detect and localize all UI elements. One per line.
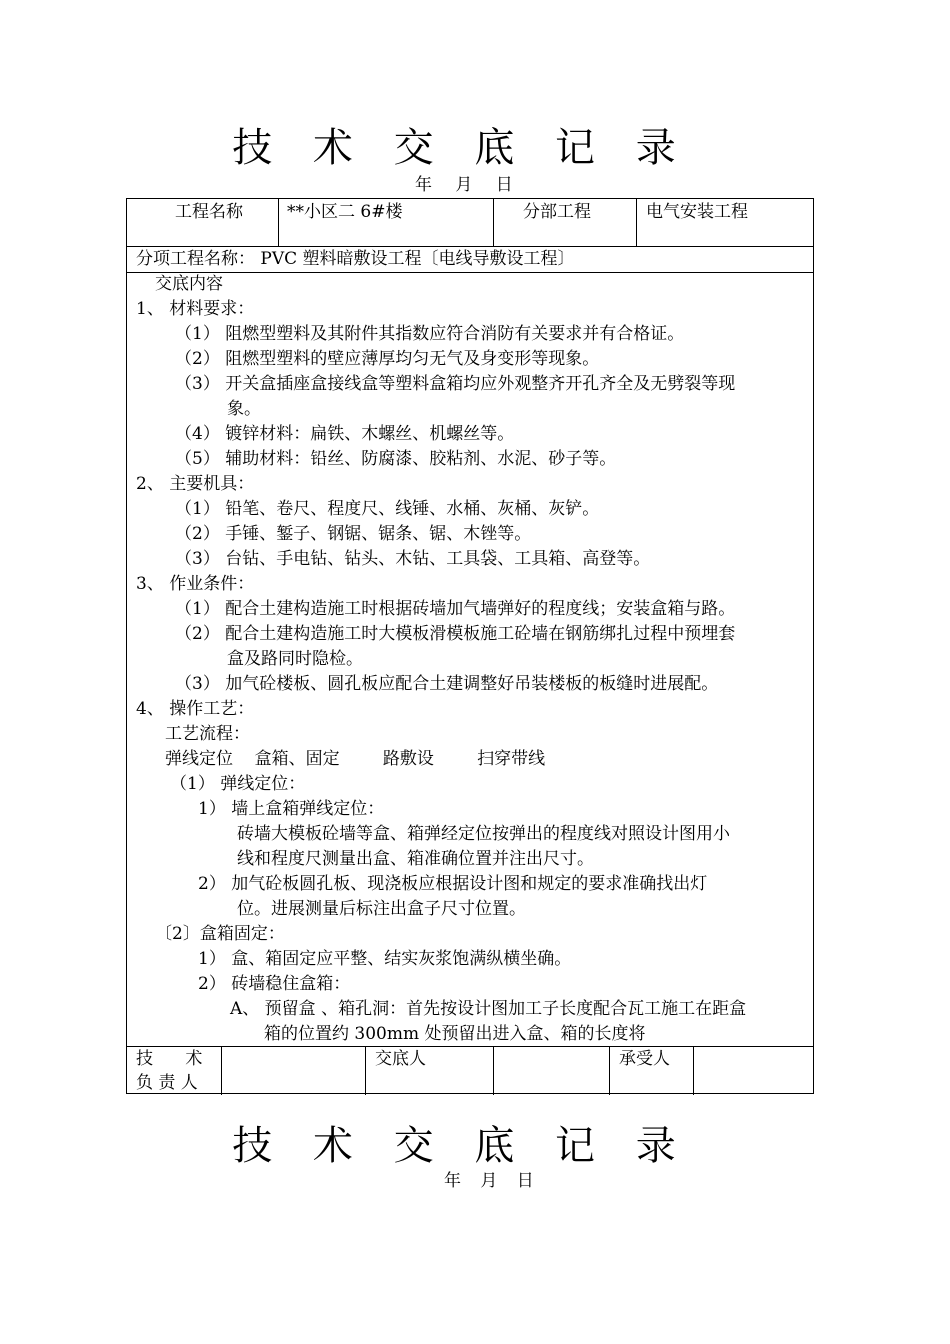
tech-lead-label-line2: 负 责 人: [136, 1073, 198, 1093]
content-line: （3） 开关盒插座盒接线盒等塑料盒箱均应外观整齐开孔齐全及无劈裂等现: [175, 374, 736, 394]
section-heading: 4、 操作工艺：: [136, 699, 255, 719]
content-line: （1） 弹线定位：: [170, 774, 306, 794]
content-line: 2） 砖墙稳住盒箱：: [198, 974, 351, 994]
content-line: （1） 铅笔、卷尺、程度尺、线锤、水桶、灰桶、灰铲。: [175, 499, 600, 519]
process-flow: 弹线定位 盒箱、固定 路敷设 扫穿带线: [165, 749, 546, 769]
subitem-name: 分项工程名称： PVC 塑料暗敷设工程〔电线导敷设工程〕: [136, 249, 575, 269]
content-line: 位。进展测量后标注出盒子尺寸位置。: [237, 899, 526, 919]
document-title-next-page: 技 术 交 底 记 录: [232, 1123, 690, 1169]
content-line: （2） 阻燃型塑料的壁应薄厚均匀无气及身变形等现象。: [175, 349, 600, 369]
division-label: 分部工程: [523, 202, 591, 222]
content-line: 〔2〕盒箱固定：: [155, 924, 285, 944]
content-line: （1） 阻燃型塑料及其附件其指数应符合消防有关要求并有合格证。: [175, 324, 685, 344]
section-heading: 3、 作业条件：: [136, 574, 255, 594]
project-name-value: **小区二 6#楼: [287, 202, 403, 222]
content-line: 盒及路同时隐检。: [227, 649, 363, 669]
content-line: （4） 镀锌材料：扁铁、木螺丝、机螺丝等。: [175, 424, 515, 444]
division-value: 电气安装工程: [646, 202, 748, 222]
content-line: 1） 盒、箱固定应平整、结实灰浆饱满纵横坐确。: [198, 949, 572, 969]
section-heading: 1、 材料要求：: [136, 299, 255, 319]
content-line: （5） 辅助材料：铅丝、防腐漆、胶粘剂、水泥、砂子等。: [175, 449, 617, 469]
date-label-next-page: 年 月 日: [444, 1171, 534, 1191]
content-line: A、 预留盒 、箱孔洞：首先按设计图加工子长度配合瓦工施工在距盒: [230, 999, 747, 1019]
handover-label: 交底人: [375, 1049, 426, 1069]
receiver-label: 承受人: [619, 1049, 670, 1069]
content-line: 工艺流程：: [165, 724, 250, 744]
content-line: （1） 配合土建构造施工时根据砖墙加气墙弹好的程度线；安装盒箱与路。: [175, 599, 736, 619]
document-title: 技 术 交 底 记 录: [232, 125, 690, 171]
content-line: 线和程度尺测量出盒、箱准确位置并注出尺寸。: [237, 849, 594, 869]
content-line: （3） 加气砼楼板、圆孔板应配合土建调整好吊装楼板的板缝时进展配。: [175, 674, 719, 694]
content-line: （2） 手锤、錾子、钢锯、锯条、锯、木锉等。: [175, 524, 532, 544]
content-line: （2） 配合土建构造施工时大模板滑模板施工砼墙在钢筋绑扎过程中预埋套: [175, 624, 736, 644]
content-line: （3） 台钻、手电钻、钻头、木钻、工具袋、工具箱、高登等。: [175, 549, 651, 569]
project-name-label: 工程名称: [175, 202, 243, 222]
date-label: 年 月 日: [415, 175, 513, 195]
section-heading: 2、 主要机具：: [136, 474, 255, 494]
tech-lead-label-line1: 技 术: [136, 1049, 203, 1069]
content-heading: 交底内容: [155, 274, 223, 294]
content-line: 1） 墙上盒箱弹线定位：: [198, 799, 385, 819]
content-line: 2） 加气砼板圆孔板、现浇板应根据设计图和规定的要求准确找出灯: [198, 874, 708, 894]
content-line: 箱的位置约 300mm 处预留出进入盒、箱的长度将: [264, 1024, 646, 1044]
content-line: 象。: [227, 399, 261, 419]
content-line: 砖墙大模板砼墙等盒、箱弹经定位按弹出的程度线对照设计图用小: [237, 824, 730, 844]
